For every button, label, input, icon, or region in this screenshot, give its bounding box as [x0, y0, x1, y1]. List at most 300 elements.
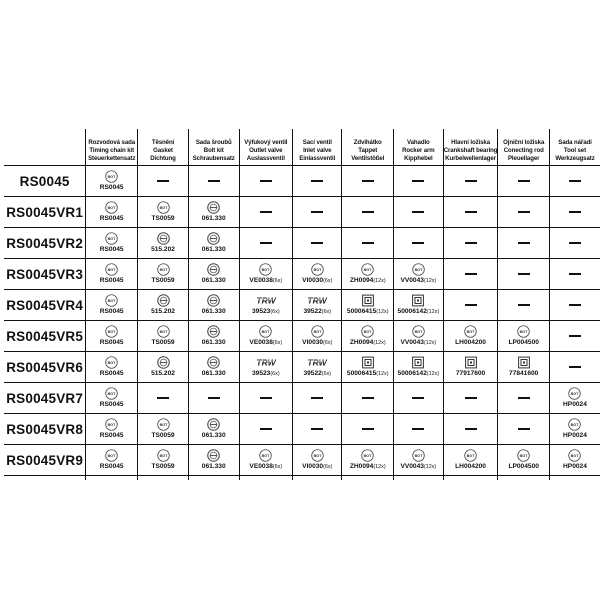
spacer-cell	[443, 476, 498, 481]
bgt-logo-icon	[311, 325, 324, 338]
part-number	[151, 432, 174, 440]
table-cell	[342, 228, 394, 259]
part-code: HP0024	[563, 463, 587, 470]
table-cell	[443, 259, 498, 290]
not-included-dash	[412, 242, 424, 244]
elring-logo-icon	[207, 449, 220, 462]
part-quantity: (12x)	[376, 371, 389, 377]
table-cell	[188, 290, 239, 321]
column-header	[293, 129, 342, 166]
table-cell	[549, 166, 600, 197]
column-header	[239, 129, 293, 166]
part-quantity: (12x)	[423, 464, 437, 470]
bgt-logo-icon	[412, 449, 425, 462]
part-code: VE0038	[249, 277, 273, 284]
not-included-dash	[465, 273, 477, 275]
table-cell	[549, 290, 600, 321]
kit-code: RS0045VR6	[4, 352, 86, 383]
part-quantity: (6x)	[272, 464, 283, 470]
table-cell	[138, 414, 189, 445]
part-number	[400, 339, 436, 347]
not-included-dash	[208, 180, 220, 182]
part-code: RS0045	[99, 277, 124, 284]
table-cell	[138, 259, 189, 290]
kit-code: RS0045VR5	[4, 321, 86, 352]
bgt-logo-icon	[412, 325, 425, 338]
part-number	[350, 339, 386, 347]
table-cell	[498, 445, 550, 476]
part-number	[563, 432, 587, 440]
svg-text:BGT: BGT	[107, 298, 116, 303]
part-code: 39522	[303, 370, 322, 377]
not-included-dash	[362, 397, 374, 399]
table-cell	[443, 321, 498, 352]
table-cell	[239, 414, 293, 445]
table-cell	[188, 321, 239, 352]
not-included-dash	[260, 428, 272, 430]
part-number	[151, 463, 174, 471]
table-cell	[342, 445, 394, 476]
not-included-dash	[311, 242, 323, 244]
not-included-dash	[412, 180, 424, 182]
table-cell	[498, 383, 550, 414]
table-cell	[549, 259, 600, 290]
table-cell	[293, 259, 342, 290]
not-included-dash	[465, 397, 477, 399]
table-cell	[549, 352, 600, 383]
table-cell	[188, 197, 239, 228]
table-cell	[188, 228, 239, 259]
table-cell	[342, 166, 394, 197]
column-header-line: Kurbelwellenlager	[445, 155, 496, 162]
part-code: 39523	[251, 370, 271, 377]
not-included-dash	[569, 273, 581, 275]
table-cell	[86, 383, 138, 414]
not-included-dash	[518, 211, 530, 213]
bgt-logo-icon	[105, 325, 118, 338]
column-header-line: Sada nářadí	[558, 139, 592, 146]
part-quantity: (12x)	[423, 340, 437, 346]
not-included-dash	[260, 211, 272, 213]
not-included-dash	[518, 428, 530, 430]
svg-text:TRW: TRW	[256, 295, 276, 306]
not-included-dash	[208, 397, 220, 399]
part-code: HP0024	[563, 401, 587, 408]
part-number	[563, 463, 587, 471]
part-code: 061.330	[201, 339, 226, 346]
part-number	[302, 463, 332, 471]
part-code: 515.202	[151, 308, 175, 315]
not-included-dash	[311, 428, 323, 430]
spacer-cell	[394, 476, 444, 481]
table-cell	[498, 414, 550, 445]
part-code: TS0059	[151, 339, 175, 346]
not-included-dash	[362, 211, 374, 213]
part-code: LH004200	[455, 463, 486, 470]
svg-text:BGT: BGT	[363, 453, 372, 458]
column-header	[188, 129, 239, 166]
svg-text:BGT: BGT	[261, 329, 270, 334]
part-number	[100, 215, 124, 223]
table-cell	[394, 166, 444, 197]
table-cell	[86, 321, 138, 352]
kit-code: RS0045VR3	[4, 259, 86, 290]
column-header-line: Gasket	[153, 147, 173, 154]
table-cell	[342, 352, 394, 383]
table-cell	[549, 321, 600, 352]
part-quantity: (6x)	[272, 340, 283, 346]
table-cell	[342, 321, 394, 352]
table-cell	[138, 321, 189, 352]
part-code: 061.330	[201, 370, 226, 377]
part-quantity: (12x)	[373, 464, 386, 470]
part-number	[252, 370, 280, 378]
column-header-line: Werkzeugsatz	[555, 155, 595, 162]
svg-text:BGT: BGT	[261, 453, 270, 458]
table-cell	[239, 166, 293, 197]
not-included-dash	[518, 180, 530, 182]
table-cell	[549, 414, 600, 445]
part-number	[202, 308, 226, 316]
part-code: TS0059	[151, 277, 175, 284]
svg-text:BGT: BGT	[107, 174, 116, 179]
kit-code: RS0045VR2	[4, 228, 86, 259]
column-header-line: Crankshaft bearing	[443, 147, 498, 154]
part-number	[202, 463, 226, 471]
part-number	[508, 463, 538, 471]
part-number	[455, 463, 486, 471]
spacer-cell	[239, 476, 293, 481]
elring-logo-icon	[157, 294, 170, 307]
table-cell	[293, 290, 342, 321]
not-included-dash	[465, 180, 477, 182]
not-included-dash	[260, 242, 272, 244]
table-cell	[443, 228, 498, 259]
svg-text:BGT: BGT	[313, 329, 322, 334]
ina-logo-icon	[518, 356, 530, 369]
not-included-dash	[260, 180, 272, 182]
bgt-logo-icon	[105, 232, 118, 245]
part-code: VI0030	[302, 277, 324, 284]
not-included-dash	[569, 242, 581, 244]
table-cell	[394, 414, 444, 445]
svg-text:BGT: BGT	[571, 453, 579, 458]
part-quantity: (6x)	[323, 464, 333, 470]
part-code: 50006415	[346, 370, 377, 377]
part-code: VE0038	[249, 463, 273, 470]
bgt-logo-icon	[361, 325, 374, 338]
column-header-line: Sada šroubů	[195, 139, 232, 146]
column-header-line: Steuerkettensatz	[88, 155, 136, 162]
part-code: ZH0094	[349, 339, 374, 346]
table-cell	[498, 352, 550, 383]
column-header	[443, 129, 498, 166]
table-row	[4, 414, 600, 445]
column-header-line: Einlassventil	[299, 155, 336, 162]
table-cell	[239, 383, 293, 414]
table-cell	[394, 352, 444, 383]
table-cell	[342, 414, 394, 445]
part-number	[350, 463, 386, 471]
not-included-dash	[362, 180, 374, 182]
table-cell	[549, 383, 600, 414]
column-header	[498, 129, 550, 166]
part-code: RS0045	[99, 401, 124, 408]
svg-text:BGT: BGT	[107, 329, 116, 334]
part-code: 515.202	[151, 246, 175, 253]
table-cell	[138, 290, 189, 321]
part-number	[350, 277, 386, 285]
part-code: 061.330	[201, 246, 226, 253]
svg-text:BGT: BGT	[261, 267, 270, 272]
column-header-line: Zdvihátko	[353, 139, 382, 146]
column-header-line: Dichtung	[150, 155, 176, 162]
part-number	[508, 339, 538, 347]
table-cell	[293, 321, 342, 352]
bgt-logo-icon	[105, 449, 118, 462]
part-code: HP0024	[563, 432, 587, 439]
part-number	[252, 308, 280, 316]
table-cell	[498, 166, 550, 197]
column-header-line: Conecting rod	[503, 147, 544, 154]
not-included-dash	[412, 397, 424, 399]
table-cell	[394, 383, 444, 414]
svg-text:BGT: BGT	[159, 422, 167, 427]
table-end-spacer	[4, 476, 600, 481]
svg-text:TRW: TRW	[256, 357, 276, 368]
part-number	[100, 184, 124, 192]
elring-logo-icon	[157, 232, 170, 245]
part-code: ZH0094	[349, 463, 374, 470]
part-code: RS0045	[99, 339, 124, 346]
kit-code: RS0045VR1	[4, 197, 86, 228]
svg-text:BGT: BGT	[414, 267, 423, 272]
elring-logo-icon	[207, 325, 220, 338]
part-code: RS0045	[99, 370, 124, 377]
kit-code: RS0045VR9	[4, 445, 86, 476]
part-code: TS0059	[151, 432, 175, 439]
not-included-dash	[465, 211, 477, 213]
table-cell	[293, 166, 342, 197]
svg-text:BGT: BGT	[107, 422, 116, 427]
part-number	[100, 308, 124, 316]
bgt-logo-icon	[105, 294, 118, 307]
part-quantity: (12x)	[373, 278, 386, 284]
part-quantity: (12x)	[426, 371, 440, 377]
not-included-dash	[569, 304, 581, 306]
part-number	[509, 370, 538, 378]
trw-logo-icon	[255, 356, 277, 369]
column-header-line: Rocker arm	[402, 147, 435, 154]
column-header	[549, 129, 600, 166]
part-number	[151, 246, 175, 254]
elring-logo-icon	[207, 232, 220, 245]
table-row	[4, 290, 600, 321]
not-included-dash	[362, 428, 374, 430]
part-code: LP004500	[508, 339, 539, 346]
not-included-dash	[260, 397, 272, 399]
svg-text:TRW: TRW	[307, 295, 327, 306]
part-code: 061.330	[201, 277, 226, 284]
part-number	[302, 339, 332, 347]
bgt-logo-icon	[311, 449, 324, 462]
table-cell	[443, 290, 498, 321]
part-number	[400, 463, 436, 471]
kit-code: RS0045	[4, 166, 86, 197]
part-code: VE0038	[249, 339, 273, 346]
svg-text:BGT: BGT	[313, 453, 322, 458]
bgt-logo-icon	[157, 449, 170, 462]
part-number	[456, 370, 485, 378]
part-number	[302, 277, 332, 285]
bgt-logo-icon	[157, 201, 170, 214]
table-cell	[443, 352, 498, 383]
table-cell	[394, 445, 444, 476]
header-row	[4, 129, 600, 166]
table-cell	[188, 383, 239, 414]
elring-logo-icon	[207, 294, 220, 307]
part-number	[347, 308, 389, 316]
part-number	[202, 277, 226, 285]
trw-logo-icon	[306, 356, 328, 369]
column-header-line: Tappet	[358, 147, 378, 154]
spacer-cell	[4, 476, 86, 481]
table-cell	[138, 166, 189, 197]
table-cell	[188, 352, 239, 383]
table-row	[4, 166, 600, 197]
bgt-logo-icon	[105, 418, 118, 431]
kit-code: RS0045VR8	[4, 414, 86, 445]
table-cell	[293, 352, 342, 383]
part-number	[563, 401, 587, 409]
column-header-line: Pleuellager	[507, 155, 540, 162]
table-cell	[239, 321, 293, 352]
column-header	[86, 129, 138, 166]
table-cell	[239, 197, 293, 228]
svg-text:BGT: BGT	[414, 329, 423, 334]
part-code: RS0045	[99, 463, 124, 470]
bgt-logo-icon	[259, 449, 272, 462]
part-code: VV0043	[400, 463, 424, 470]
table-cell	[293, 228, 342, 259]
kit-code: RS0045VR7	[4, 383, 86, 414]
part-number	[455, 339, 486, 347]
ina-logo-icon	[465, 356, 477, 369]
part-number	[249, 463, 282, 471]
table-body	[4, 166, 600, 481]
column-header-line: Sací ventil	[302, 139, 332, 146]
part-code: 77841600	[509, 370, 539, 377]
table-cell	[86, 445, 138, 476]
table-cell	[342, 290, 394, 321]
table-cell	[443, 445, 498, 476]
part-number	[100, 432, 124, 440]
part-code: RS0045	[99, 308, 124, 315]
column-header-line: Rozvodová sada	[88, 139, 136, 146]
part-code: 39522	[303, 308, 322, 315]
column-header-line: Hlavní ložiska	[451, 139, 490, 146]
bgt-logo-icon	[105, 170, 118, 183]
part-number	[398, 308, 440, 316]
column-header-line: Ventilstößel	[351, 155, 385, 162]
bgt-logo-icon	[105, 263, 118, 276]
ina-logo-icon	[412, 294, 424, 307]
table-cell	[443, 166, 498, 197]
table-cell	[239, 290, 293, 321]
part-code: 061.330	[201, 215, 226, 222]
bgt-logo-icon	[517, 325, 530, 338]
spacer-cell	[549, 476, 600, 481]
elring-logo-icon	[207, 418, 220, 431]
part-code: 061.330	[201, 432, 226, 439]
table-cell	[86, 197, 138, 228]
not-included-dash	[518, 273, 530, 275]
ina-logo-icon	[362, 356, 374, 369]
part-number	[202, 215, 226, 223]
table-cell	[188, 414, 239, 445]
table-cell	[549, 445, 600, 476]
bgt-logo-icon	[464, 325, 477, 338]
bgt-logo-icon	[157, 418, 170, 431]
column-header-line: Schraubensatz	[192, 155, 235, 162]
bgt-logo-icon	[259, 325, 272, 338]
part-quantity: (6x)	[270, 309, 280, 315]
svg-text:BGT: BGT	[363, 329, 372, 334]
table-cell	[498, 290, 550, 321]
header-corner	[4, 129, 86, 166]
part-number	[249, 339, 282, 347]
table-cell	[342, 383, 394, 414]
not-included-dash	[157, 397, 169, 399]
column-header-line: Ojniční ložiska	[503, 139, 545, 146]
not-included-dash	[157, 180, 169, 182]
svg-text:BGT: BGT	[466, 329, 475, 334]
part-code: 39523	[251, 308, 271, 315]
table-cell	[342, 197, 394, 228]
table-cell	[239, 228, 293, 259]
part-code: 50006142	[397, 370, 427, 377]
bgt-logo-icon	[259, 263, 272, 276]
part-number	[249, 277, 282, 285]
elring-logo-icon	[157, 356, 170, 369]
bgt-logo-icon	[361, 449, 374, 462]
table-cell	[188, 166, 239, 197]
part-number	[100, 339, 124, 347]
table-cell	[138, 197, 189, 228]
not-included-dash	[518, 242, 530, 244]
svg-text:BGT: BGT	[571, 391, 579, 396]
table-cell	[293, 383, 342, 414]
table-cell	[443, 197, 498, 228]
table-cell	[549, 228, 600, 259]
table-cell	[394, 228, 444, 259]
part-number	[347, 370, 389, 378]
table-row	[4, 259, 600, 290]
part-number	[202, 339, 226, 347]
not-included-dash	[311, 397, 323, 399]
part-code: TS0059	[151, 463, 175, 470]
table-row	[4, 445, 600, 476]
bgt-logo-icon	[361, 263, 374, 276]
bgt-logo-icon	[568, 449, 581, 462]
table-cell	[86, 228, 138, 259]
column-header-line: Timing chain kit	[89, 147, 135, 154]
part-code: 50006142	[397, 308, 427, 315]
part-code: 77917600	[455, 370, 486, 377]
part-quantity: (6x)	[323, 340, 333, 346]
part-code: 061.330	[201, 308, 226, 315]
part-number	[100, 401, 124, 409]
